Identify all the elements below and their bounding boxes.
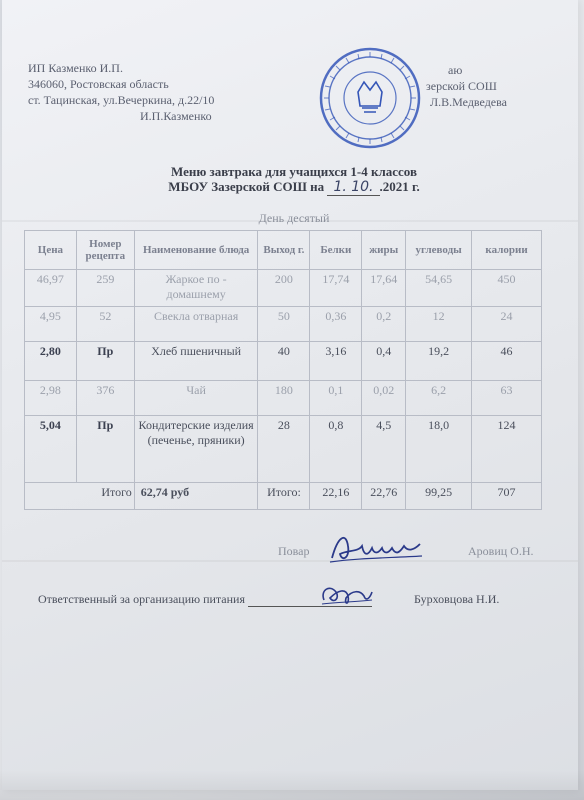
table-row (25, 381, 542, 416)
kcal-cell: 24 (472, 307, 542, 342)
document-sheet (2, 0, 578, 790)
yield-cell: 50 (258, 307, 310, 342)
totals-fat: 22,76 (362, 483, 406, 510)
recipe-cell: Пр (76, 416, 134, 483)
responsible-signature (318, 580, 374, 610)
supplier-signature-name: И.П.Казменко (140, 109, 212, 123)
dish-cell: Свекла отварная (134, 307, 258, 342)
table-row (25, 270, 542, 307)
totals-row (25, 483, 542, 510)
protein-cell: 17,74 (310, 270, 362, 307)
protein-cell: 0,8 (310, 416, 362, 483)
school-name: МБОУ Зазерской СОШ на (168, 179, 325, 194)
recipe-cell: 52 (76, 307, 134, 342)
approval-title: аю (448, 63, 463, 77)
kcal-cell: 124 (472, 416, 542, 483)
col-kcal-header: калории (472, 231, 542, 270)
supplier-address-2: ст. Тацинская, ул.Вечеркина, д.22/10 (28, 93, 215, 107)
kcal-cell: 46 (472, 342, 542, 381)
supplier-address-1: 346060, Ростовская область (28, 77, 169, 91)
recipe-cell: Пр (76, 342, 134, 381)
yield-cell: 180 (258, 381, 310, 416)
totals-yield-label: Итого: (258, 483, 310, 510)
fat-cell: 0,02 (362, 381, 406, 416)
table-row (25, 307, 542, 342)
responsible-label: Ответственный за организацию питания (38, 592, 245, 606)
yield-cell: 40 (258, 342, 310, 381)
approval-school: зерской СОШ (426, 79, 497, 93)
col-recipe-header: Номер рецепта (76, 231, 134, 270)
supplier-header (28, 60, 214, 124)
day-label: День десятый (258, 211, 330, 225)
carbs-cell: 54,65 (406, 270, 472, 307)
col-price-header: Цена (25, 231, 77, 270)
totals-price: 62,74 руб (134, 483, 258, 510)
carbs-cell: 6,2 (406, 381, 472, 416)
dish-cell: Жаркое по - домашнему (134, 270, 258, 307)
bottom-shadow (0, 770, 584, 800)
price-cell: 5,04 (25, 416, 77, 483)
yield-cell: 28 (258, 416, 310, 483)
dish-cell: Хлеб пшеничный (134, 342, 258, 381)
menu-subtitle (2, 179, 584, 195)
protein-cell: 0,1 (310, 381, 362, 416)
price-cell: 2,80 (25, 342, 77, 381)
kcal-cell: 63 (472, 381, 542, 416)
fat-cell: 17,64 (362, 270, 406, 307)
cook-name: Аровиц О.Н. (468, 544, 534, 558)
recipe-cell: 259 (76, 270, 134, 307)
year-suffix: .2021 г. (379, 179, 420, 194)
protein-cell: 0,36 (310, 307, 362, 342)
yield-cell: 200 (258, 270, 310, 307)
menu-table (24, 230, 542, 510)
price-cell: 2,98 (25, 381, 77, 416)
carbs-cell: 18,0 (406, 416, 472, 483)
col-carbs-header: углеводы (406, 231, 472, 270)
table-row (25, 416, 542, 483)
dish-cell: Чай (134, 381, 258, 416)
recipe-cell: 376 (76, 381, 134, 416)
approval-header (392, 62, 507, 110)
approval-director: Л.В.Медведева (430, 95, 507, 109)
col-yield-header: Выход г. (258, 231, 310, 270)
totals-label: Итого (25, 483, 135, 510)
table-header-row (25, 231, 542, 270)
totals-carbs: 99,25 (406, 483, 472, 510)
paper-fold (2, 560, 578, 562)
col-fat-header: жиры (362, 231, 406, 270)
totals-kcal: 707 (472, 483, 542, 510)
cook-signature (328, 528, 424, 568)
price-cell: 46,97 (25, 270, 77, 307)
carbs-cell: 12 (406, 307, 472, 342)
kcal-cell: 450 (472, 270, 542, 307)
carbs-cell: 19,2 (406, 342, 472, 381)
fat-cell: 0,4 (362, 342, 406, 381)
handwritten-date: 1. 10. (327, 179, 379, 196)
responsible-name: Бурховцова Н.И. (414, 592, 500, 606)
col-protein-header: Белки (310, 231, 362, 270)
cook-label: Повар (278, 544, 310, 558)
supplier-name: ИП Казменко И.П. (28, 61, 123, 75)
table-row (25, 342, 542, 381)
totals-protein: 22,16 (310, 483, 362, 510)
menu-title: Меню завтрака для учащихся 1-4 классов (170, 164, 417, 179)
fat-cell: 0,2 (362, 307, 406, 342)
dish-cell: Кондитерские изделия (печенье, пряники) (134, 416, 258, 483)
price-cell: 4,95 (25, 307, 77, 342)
protein-cell: 3,16 (310, 342, 362, 381)
col-dish-header: Наименование блюда (134, 231, 258, 270)
fat-cell: 4,5 (362, 416, 406, 483)
